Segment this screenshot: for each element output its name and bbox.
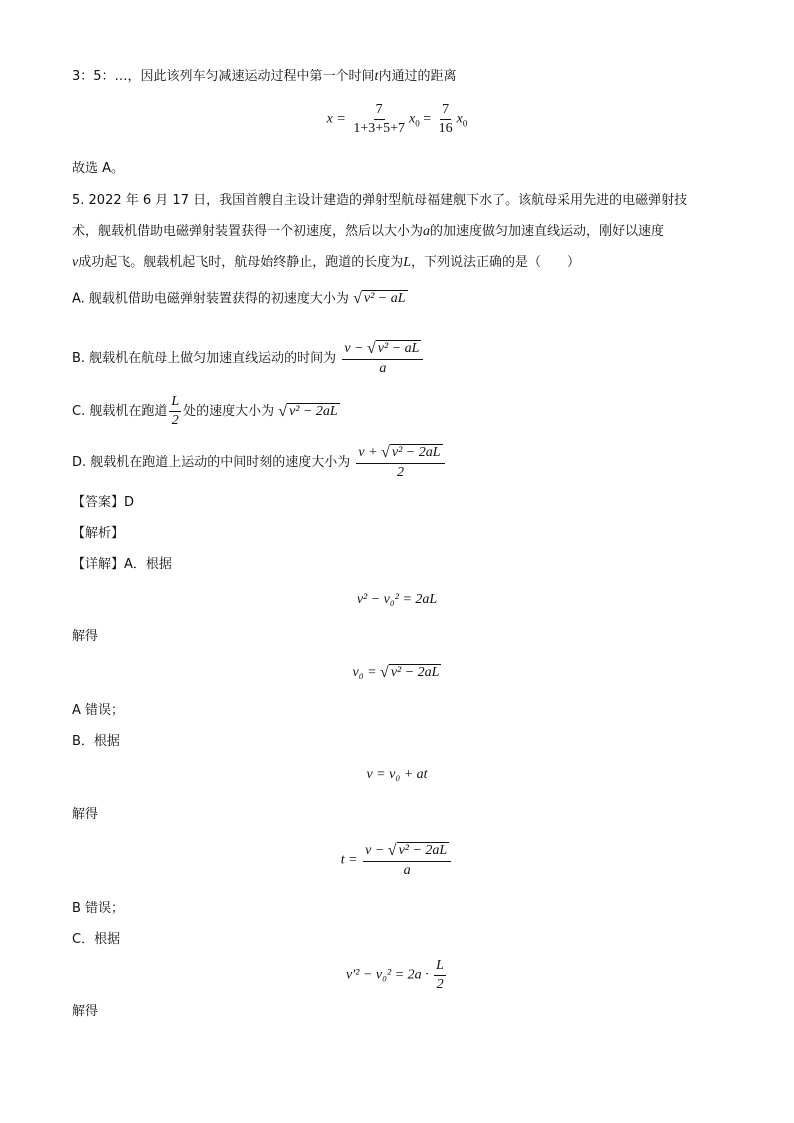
eqB2-num-sqrt: v² − 2aL: [398, 843, 448, 858]
eq1-tail: x: [456, 111, 463, 127]
equation-c: [0, 958, 794, 993]
option-b-den: a: [379, 361, 387, 376]
eq1-frac1-den: 1+3+5+7: [353, 121, 405, 136]
answer-label: 【答案】D: [72, 495, 135, 510]
eq1-frac2-den: 16: [438, 121, 453, 136]
q5-line2b: 的加速度做匀加速直线运动，刚好以速度: [430, 224, 665, 239]
option-a-text: A. 舰载机借助电磁弹射装置获得的初速度大小为: [72, 291, 349, 307]
option-a: [72, 290, 408, 309]
option-d: [72, 444, 447, 481]
equation-b: v = v₀ + at: [366, 767, 428, 782]
choose-a-line: 故选 A。: [72, 161, 125, 176]
solve-label-1: 解得: [72, 629, 99, 644]
eq1-fraction-1: [351, 102, 407, 137]
equation-a-result: v₀ = √ v² − 2aL: [352, 664, 440, 681]
option-c-sqrt: √ v² − 2aL: [278, 402, 338, 420]
analysis-label: 【解析】: [72, 526, 125, 541]
option-a-sqrt: √ v² − aL: [353, 290, 406, 307]
detail-label: 【详解】A．根据: [72, 557, 172, 572]
option-d-num-pre: v +: [358, 445, 382, 461]
question-5-line-1: 5. 2022 年 6 月 17 日，我国首艘自主设计建造的弹射型航母福建舰下水了。该航母采用先进的电磁弹射技: [72, 193, 688, 208]
option-d-text: D. 舰载机在跑道上运动的中间时刻的速度大小为: [72, 455, 351, 470]
q5-var-a: a: [423, 224, 431, 239]
option-d-num-sqrt: v² − 2aL: [391, 445, 441, 460]
var-t: t: [374, 69, 379, 84]
equation-distance: [0, 102, 794, 137]
option-d-fraction: v + √ v² − 2aL 2: [356, 444, 444, 481]
a-wrong: A 错误；: [72, 703, 125, 718]
option-c: [72, 394, 340, 429]
option-c-expr: v² − 2aL: [289, 403, 338, 419]
option-c-text1: C. 舰载机在跑道: [72, 404, 168, 419]
option-c-fraction: [169, 394, 181, 429]
option-c-frac-den: 2: [171, 413, 179, 428]
b-wrong: B 错误；: [72, 901, 125, 916]
eq1-mid: x: [409, 111, 416, 127]
q5-line3a: 成功起飞。舰载机起飞时，航母始终静止，跑道的长度为: [78, 255, 404, 270]
question-5-line-2: [72, 223, 664, 241]
eq1-frac2-num: 7: [440, 102, 451, 120]
paragraph-ratio: [72, 68, 456, 86]
equation-b-result: t = v − √ v² − 2aL a: [0, 842, 794, 879]
eqB2-num-pre: v −: [365, 843, 388, 859]
option-b-fraction: v − √ v² − aL a: [342, 340, 423, 377]
q5-line3b: ，下列说法正确的是（ ）: [411, 255, 581, 270]
option-c-text2: 处的速度大小为: [183, 404, 275, 419]
option-b: [72, 340, 425, 377]
q5-var-L: L: [403, 255, 412, 270]
option-a-expr: v² − aL: [363, 291, 406, 306]
eq1-tail-sub: 0: [462, 118, 468, 129]
option-b-num-pre: v −: [344, 341, 367, 357]
question-5-line-3: [72, 254, 580, 272]
option-b-text: B. 舰载机在航母上做匀加速直线运动的时间为: [72, 351, 337, 366]
eqC-den: 2: [436, 977, 444, 992]
eqB2-lhs: t =: [340, 852, 358, 868]
q5-line2a: 术，舰载机借助电磁弹射装置获得一个初速度，然后以大小为: [72, 224, 424, 239]
option-d-den: 2: [396, 465, 404, 480]
eq1-equals: =: [423, 111, 432, 127]
option-b-num-sqrt: v² − aL: [377, 341, 420, 356]
q5-var-v: v: [72, 255, 79, 270]
eqB2-den: a: [403, 863, 411, 878]
eq1-lhs: x =: [326, 111, 346, 127]
eqA2-sqrt: v² − 2aL: [390, 665, 440, 680]
eqC-num: L: [434, 958, 446, 976]
eqA2-lhs: v₀ =: [352, 665, 377, 681]
solve-label-3: 解得: [72, 1004, 99, 1019]
equation-a: v² − v₀² = 2aL: [356, 592, 438, 607]
solve-label-2: 解得: [72, 807, 99, 822]
option-c-frac-num: L: [169, 394, 181, 412]
eq1-sub: 0: [415, 118, 420, 129]
eq1-frac1-num: 7: [374, 102, 385, 120]
paragraph-ratio-tail: 内通过的距离: [378, 69, 457, 84]
c-basis: C．根据: [72, 932, 121, 947]
paragraph-ratio-text: 3：5：…，因此该列车匀减速运动过程中第一个时间: [72, 69, 375, 84]
b-basis: B．根据: [72, 734, 120, 749]
eqC-lhs: v′² − v₀² = 2a ·: [346, 967, 429, 983]
eq1-fraction-2: [437, 102, 455, 137]
